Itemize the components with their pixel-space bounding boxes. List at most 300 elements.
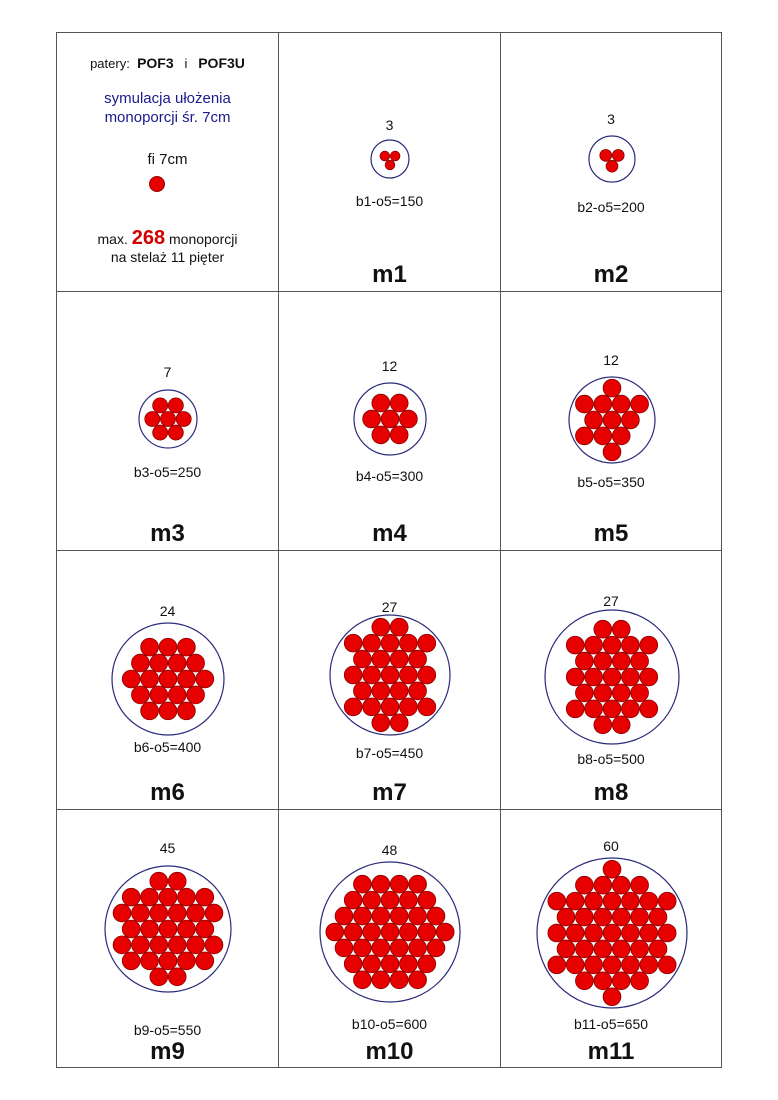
portion-circle <box>372 650 390 668</box>
tray-cell-m1 <box>279 33 501 292</box>
portion-circle <box>390 907 408 925</box>
portion-circle <box>585 411 603 429</box>
legend-max <box>57 229 278 266</box>
portion-circle <box>400 666 418 684</box>
portion-circle <box>122 952 140 970</box>
portion-circle <box>400 410 418 428</box>
portion-circle <box>576 684 594 702</box>
tray-code: b2-o5=200 <box>577 199 645 215</box>
portion-circle <box>612 427 630 445</box>
portion-circle <box>603 668 621 686</box>
tray-diagram <box>542 607 682 747</box>
portion-circle <box>427 907 445 925</box>
portion-circle <box>603 860 621 878</box>
tray-svg <box>542 607 682 747</box>
portion-circle <box>178 638 196 656</box>
portion-circle <box>576 427 594 445</box>
portion-count: 60 <box>603 838 619 854</box>
portion-circle <box>390 151 400 161</box>
portion-circle <box>372 426 390 444</box>
portion-circle <box>631 972 649 990</box>
tray-code: b5-o5=350 <box>577 474 645 490</box>
portion-circle <box>178 702 196 720</box>
portion-circle <box>622 411 640 429</box>
portion-circle <box>622 636 640 654</box>
portion-circle <box>603 411 621 429</box>
portion-circle <box>409 650 427 668</box>
tray-svg <box>586 133 638 185</box>
portion-circle <box>612 149 624 161</box>
tray-model-label: m6 <box>150 779 185 806</box>
tray-cell-m11 <box>501 810 721 1067</box>
portion-circle <box>187 686 205 704</box>
portion-circle <box>141 638 159 656</box>
portion-circle <box>196 888 214 906</box>
portion-circle <box>168 968 186 986</box>
portion-circle <box>400 698 418 716</box>
portion-circle <box>141 670 159 688</box>
portion-circle <box>145 411 160 426</box>
tray-model-label: m5 <box>593 520 629 547</box>
portion-circle <box>566 924 584 942</box>
portion-circle <box>326 923 344 941</box>
portion-circle <box>585 956 603 974</box>
portion-circle <box>122 920 140 938</box>
portion-circle <box>631 876 649 894</box>
portion-circle <box>354 971 372 989</box>
portion-circle <box>418 923 436 941</box>
portion-circle <box>372 618 390 636</box>
portion-circle <box>622 892 640 910</box>
portion-circle <box>603 924 621 942</box>
portion-circle <box>649 940 667 958</box>
portion-circle <box>344 666 362 684</box>
portion-circle <box>113 936 131 954</box>
portion-circle <box>548 892 566 910</box>
portion-circle <box>612 395 630 413</box>
tray-outline <box>371 140 409 178</box>
portion-circle <box>363 955 381 973</box>
portion-count: 12 <box>603 352 619 368</box>
portion-count: 27 <box>381 599 398 615</box>
portion-circle <box>363 410 381 428</box>
portion-circle <box>390 875 408 893</box>
tray-code: b8-o5=500 <box>577 751 645 767</box>
portion-circle <box>594 716 612 734</box>
portion-circle <box>594 876 612 894</box>
portion-circle <box>585 668 603 686</box>
portion-circle <box>557 940 575 958</box>
portion-circle <box>640 700 658 718</box>
portion-circle <box>363 698 381 716</box>
legend-max-suffix: monoporcji <box>169 231 238 247</box>
portion-circle <box>354 907 372 925</box>
portion-circle <box>409 907 427 925</box>
tray-cell-m5 <box>501 292 721 551</box>
portion-circle <box>603 443 621 461</box>
portion-circle <box>631 395 649 413</box>
layout-grid <box>56 32 722 1068</box>
tray-model-label: m11 <box>587 1038 635 1065</box>
tray-cell-m4 <box>279 292 501 551</box>
portion-circle <box>141 888 159 906</box>
portion-circle <box>205 904 223 922</box>
portion-sample-icon <box>149 176 165 192</box>
portion-circle <box>390 618 408 636</box>
tray-diagram <box>351 380 429 458</box>
portion-circle <box>594 652 612 670</box>
portion-circle <box>363 666 381 684</box>
portion-circle <box>159 638 177 656</box>
tray-svg <box>102 863 234 995</box>
tray-code: b6-o5=400 <box>133 739 202 755</box>
portion-circle <box>335 907 353 925</box>
portion-circle <box>160 411 175 426</box>
tray-diagram <box>586 133 638 185</box>
portion-circle <box>168 872 186 890</box>
portion-circle <box>658 956 676 974</box>
tray-model-label: m1 <box>372 261 407 288</box>
portion-circle <box>363 923 381 941</box>
tray-svg <box>109 620 227 738</box>
portion-circle <box>409 682 427 700</box>
tray-svg <box>368 137 412 181</box>
tray-model-label: m3 <box>150 520 185 547</box>
portion-circle <box>372 875 390 893</box>
portion-circle <box>390 714 408 732</box>
portion-count: 12 <box>381 358 398 374</box>
portion-circle <box>132 904 150 922</box>
portion-circle <box>603 892 621 910</box>
portion-circle <box>594 684 612 702</box>
portion-circle <box>585 700 603 718</box>
portion-circle <box>603 379 621 397</box>
portion-circle <box>132 686 150 704</box>
portion-circle <box>385 160 395 170</box>
portion-count: 45 <box>159 840 176 856</box>
portion-circle <box>205 936 223 954</box>
portion-circle <box>603 700 621 718</box>
portion-circle <box>381 955 399 973</box>
portion-circle <box>557 908 575 926</box>
portion-circle <box>178 670 196 688</box>
legend-model-b: POF3U <box>198 55 245 71</box>
portion-circle <box>418 634 436 652</box>
portion-circle <box>566 892 584 910</box>
portion-circle <box>187 654 205 672</box>
portion-circle <box>141 920 159 938</box>
tray-model-label: m7 <box>372 779 407 806</box>
portion-circle <box>631 684 649 702</box>
tray-diagram <box>327 612 453 738</box>
portion-circle <box>594 395 612 413</box>
tray-outline <box>589 136 635 182</box>
portion-circle <box>585 892 603 910</box>
portion-circle <box>159 952 177 970</box>
portion-circle <box>594 427 612 445</box>
tray-cell-m2 <box>501 33 721 292</box>
legend-subtitle-2: monoporcji śr. 7cm <box>104 109 231 126</box>
portion-circle <box>159 702 177 720</box>
legend-max-value: 268 <box>131 227 166 249</box>
tray-model-label: m9 <box>150 1038 185 1065</box>
portion-circle <box>187 904 205 922</box>
portion-circle <box>178 952 196 970</box>
tray-diagram <box>102 863 234 995</box>
portion-circle <box>141 702 159 720</box>
portion-circle <box>612 876 630 894</box>
portion-count: 3 <box>607 111 615 127</box>
portion-circle <box>390 394 408 412</box>
legend-subtitle <box>57 89 278 127</box>
tray-code: b1-o5=150 <box>355 193 424 209</box>
portion-circle <box>335 939 353 957</box>
portion-circle <box>372 714 390 732</box>
portion-circle <box>409 971 427 989</box>
portion-circle <box>372 971 390 989</box>
tray-diagram <box>534 855 690 1011</box>
portion-circle <box>381 634 399 652</box>
tray-code: b3-o5=250 <box>133 464 202 480</box>
tray-code: b4-o5=300 <box>355 468 424 484</box>
portion-circle <box>372 907 390 925</box>
portion-circle <box>381 891 399 909</box>
legend-models <box>57 55 278 71</box>
portion-circle <box>132 936 150 954</box>
portion-circle <box>400 923 418 941</box>
portion-count: 3 <box>385 117 394 133</box>
portion-circle <box>612 684 630 702</box>
portion-circle <box>122 888 140 906</box>
portion-circle <box>168 686 186 704</box>
tray-svg <box>351 380 429 458</box>
portion-circle <box>612 716 630 734</box>
portion-circle <box>122 670 140 688</box>
portion-circle <box>363 891 381 909</box>
legend-rack: na stelaż 11 pięter <box>110 249 225 265</box>
portion-circle <box>612 940 630 958</box>
portion-circle <box>390 971 408 989</box>
portion-circle <box>381 666 399 684</box>
portion-circle <box>640 668 658 686</box>
portion-circle <box>585 636 603 654</box>
portion-circle <box>606 160 618 172</box>
portion-circle <box>576 972 594 990</box>
tray-cell-m8 <box>501 551 721 810</box>
portion-circle <box>159 920 177 938</box>
portion-circle <box>631 940 649 958</box>
tray-code: b10-o5=600 <box>351 1016 428 1032</box>
portion-circle <box>400 955 418 973</box>
portion-circle <box>409 875 427 893</box>
portion-circle <box>150 654 168 672</box>
portion-circle <box>603 636 621 654</box>
portion-circle <box>159 888 177 906</box>
portion-circle <box>409 939 427 957</box>
portion-circle <box>418 891 436 909</box>
portion-circle <box>168 398 183 413</box>
portion-circle <box>622 924 640 942</box>
portion-circle <box>548 924 566 942</box>
portion-circle <box>150 968 168 986</box>
portion-circle <box>113 904 131 922</box>
portion-circle <box>622 956 640 974</box>
portion-circle <box>594 908 612 926</box>
portion-circle <box>354 939 372 957</box>
legend-conj: i <box>184 56 188 71</box>
portion-circle <box>436 923 454 941</box>
portion-circle <box>176 411 191 426</box>
portion-circle <box>400 891 418 909</box>
tray-code: b7-o5=450 <box>355 745 424 761</box>
portion-circle <box>631 908 649 926</box>
portion-circle <box>418 666 436 684</box>
portion-circle <box>427 939 445 957</box>
portion-circle <box>372 394 390 412</box>
portion-circle <box>658 892 676 910</box>
portion-circle <box>141 952 159 970</box>
portion-count: 7 <box>163 364 172 380</box>
tray-svg <box>566 374 658 466</box>
legend-max-prefix: max. <box>97 231 128 247</box>
portion-circle <box>344 955 362 973</box>
portion-circle <box>381 410 399 428</box>
legend-cell <box>57 33 279 292</box>
tray-model-label: m8 <box>593 779 629 806</box>
portion-circle <box>363 634 381 652</box>
portion-circle <box>400 634 418 652</box>
portion-circle <box>196 952 214 970</box>
tray-model-label: m10 <box>365 1038 414 1065</box>
portion-circle <box>390 682 408 700</box>
tray-diagram <box>109 620 227 738</box>
portion-circle <box>594 940 612 958</box>
portion-circle <box>603 956 621 974</box>
portion-circle <box>372 939 390 957</box>
portion-count: 48 <box>381 842 398 858</box>
legend-diameter: fi 7cm <box>147 151 188 168</box>
portion-circle <box>576 652 594 670</box>
portion-circle <box>622 700 640 718</box>
portion-circle <box>132 654 150 672</box>
portion-circle <box>344 923 362 941</box>
portion-circle <box>612 908 630 926</box>
portion-circle <box>153 398 168 413</box>
portion-circle <box>418 955 436 973</box>
portion-circle <box>594 620 612 638</box>
portion-circle <box>585 924 603 942</box>
portion-circle <box>390 939 408 957</box>
portion-circle <box>168 425 183 440</box>
portion-circle <box>178 920 196 938</box>
portion-count: 24 <box>159 603 176 619</box>
portion-circle <box>196 670 214 688</box>
portion-circle <box>187 936 205 954</box>
portion-circle <box>381 698 399 716</box>
portion-circle <box>380 151 390 161</box>
tray-diagram <box>136 387 200 451</box>
tray-model-label: m4 <box>372 520 407 547</box>
portion-circle <box>576 940 594 958</box>
tray-cell-m10 <box>279 810 501 1067</box>
tray-svg <box>317 859 463 1005</box>
portion-circle <box>649 908 667 926</box>
portion-circle <box>566 636 584 654</box>
portion-circle <box>566 700 584 718</box>
portion-circle <box>372 682 390 700</box>
portion-circle <box>390 650 408 668</box>
portion-circle <box>576 908 594 926</box>
portion-circle <box>418 698 436 716</box>
tray-cell-m7 <box>279 551 501 810</box>
portion-circle <box>548 956 566 974</box>
legend-subtitle-1: symulacja ułożenia <box>104 90 231 107</box>
portion-circle <box>576 395 594 413</box>
portion-circle <box>168 936 186 954</box>
portion-circle <box>640 924 658 942</box>
tray-cell-m3 <box>57 292 279 551</box>
portion-circle <box>354 682 372 700</box>
portion-circle <box>344 891 362 909</box>
portion-circle <box>640 956 658 974</box>
portion-circle <box>576 876 594 894</box>
portion-circle <box>168 654 186 672</box>
portion-circle <box>640 892 658 910</box>
tray-code: b11-o5=650 <box>573 1016 649 1032</box>
portion-circle <box>196 920 214 938</box>
portion-circle <box>381 923 399 941</box>
portion-circle <box>168 904 186 922</box>
portion-circle <box>640 636 658 654</box>
portion-circle <box>344 698 362 716</box>
portion-circle <box>344 634 362 652</box>
tray-cell-m6 <box>57 551 279 810</box>
portion-circle <box>354 650 372 668</box>
tray-code: b9-o5=550 <box>133 1022 202 1038</box>
tray-diagram <box>566 374 658 466</box>
tray-cell-m9 <box>57 810 279 1067</box>
portion-circle <box>612 620 630 638</box>
tray-svg <box>534 855 690 1011</box>
portion-circle <box>594 972 612 990</box>
portion-circle <box>566 668 584 686</box>
portion-circle <box>631 652 649 670</box>
portion-circle <box>622 668 640 686</box>
portion-circle <box>153 425 168 440</box>
portion-count: 27 <box>603 593 619 609</box>
portion-circle <box>566 956 584 974</box>
tray-diagram <box>317 859 463 1005</box>
portion-circle <box>150 936 168 954</box>
tray-svg <box>136 387 200 451</box>
portion-circle <box>603 988 621 1006</box>
portion-circle <box>600 149 612 161</box>
tray-svg <box>327 612 453 738</box>
legend-prefix: patery: <box>90 56 130 71</box>
portion-circle <box>354 875 372 893</box>
legend-model-a: POF3 <box>137 55 174 71</box>
portion-circle <box>658 924 676 942</box>
portion-circle <box>159 670 177 688</box>
tray-diagram <box>368 137 412 181</box>
tray-model-label: m2 <box>593 261 629 288</box>
portion-circle <box>150 872 168 890</box>
portion-circle <box>150 686 168 704</box>
portion-circle <box>612 972 630 990</box>
portion-circle <box>390 426 408 444</box>
portion-circle <box>612 652 630 670</box>
portion-circle <box>178 888 196 906</box>
